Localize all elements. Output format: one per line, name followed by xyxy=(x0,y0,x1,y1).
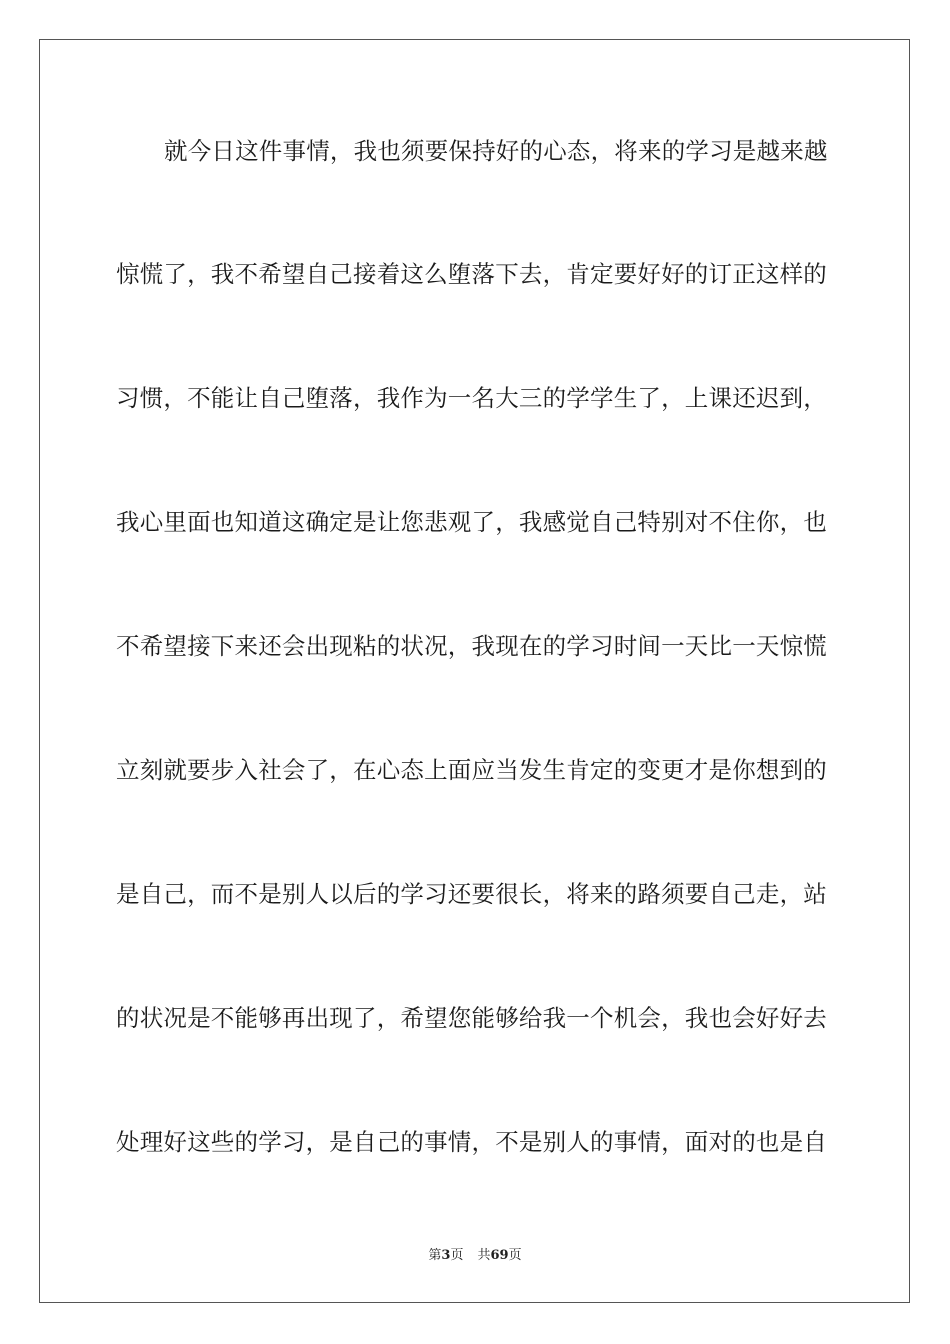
page-prefix: 第 xyxy=(428,1248,442,1263)
text-line-4: 我心里面也知道这确定是让您悲观了，我感觉自己特别对不住你，也 xyxy=(116,508,827,536)
total-prefix: 共 xyxy=(477,1248,491,1263)
text-line-8: 的状况是不能够再出现了，希望您能够给我一个机会，我也会好好去 xyxy=(116,1004,827,1032)
total-suffix: 页 xyxy=(508,1248,522,1263)
page-border xyxy=(39,39,910,1303)
text-line-2: 惊慌了，我不希望自己接着这么堕落下去，肯定要好好的订正这样的 xyxy=(116,260,827,288)
text-line-5: 不希望接下来还会出现粘的状况，我现在的学习时间一天比一天惊慌 xyxy=(116,632,827,660)
text-line-1: 就今日这件事情，我也须要保持好的心态，将来的学习是越来越 xyxy=(164,137,828,165)
total-pages: 69 xyxy=(490,1248,509,1263)
page-footer xyxy=(0,1247,950,1265)
page-suffix: 页 xyxy=(450,1248,464,1263)
text-line-3: 习惯，不能让自己堕落，我作为一名大三的学学生了，上课还迟到， xyxy=(116,384,827,412)
page-number: 3 xyxy=(441,1248,451,1263)
text-line-6: 立刻就要步入社会了，在心态上面应当发生肯定的变更才是你想到的 xyxy=(116,756,827,784)
text-line-7: 是自己，而不是别人以后的学习还要很长，将来的路须要自己走，站 xyxy=(116,880,827,908)
text-line-9: 处理好这些的学习，是自己的事情，不是别人的事情，面对的也是自 xyxy=(116,1128,827,1156)
